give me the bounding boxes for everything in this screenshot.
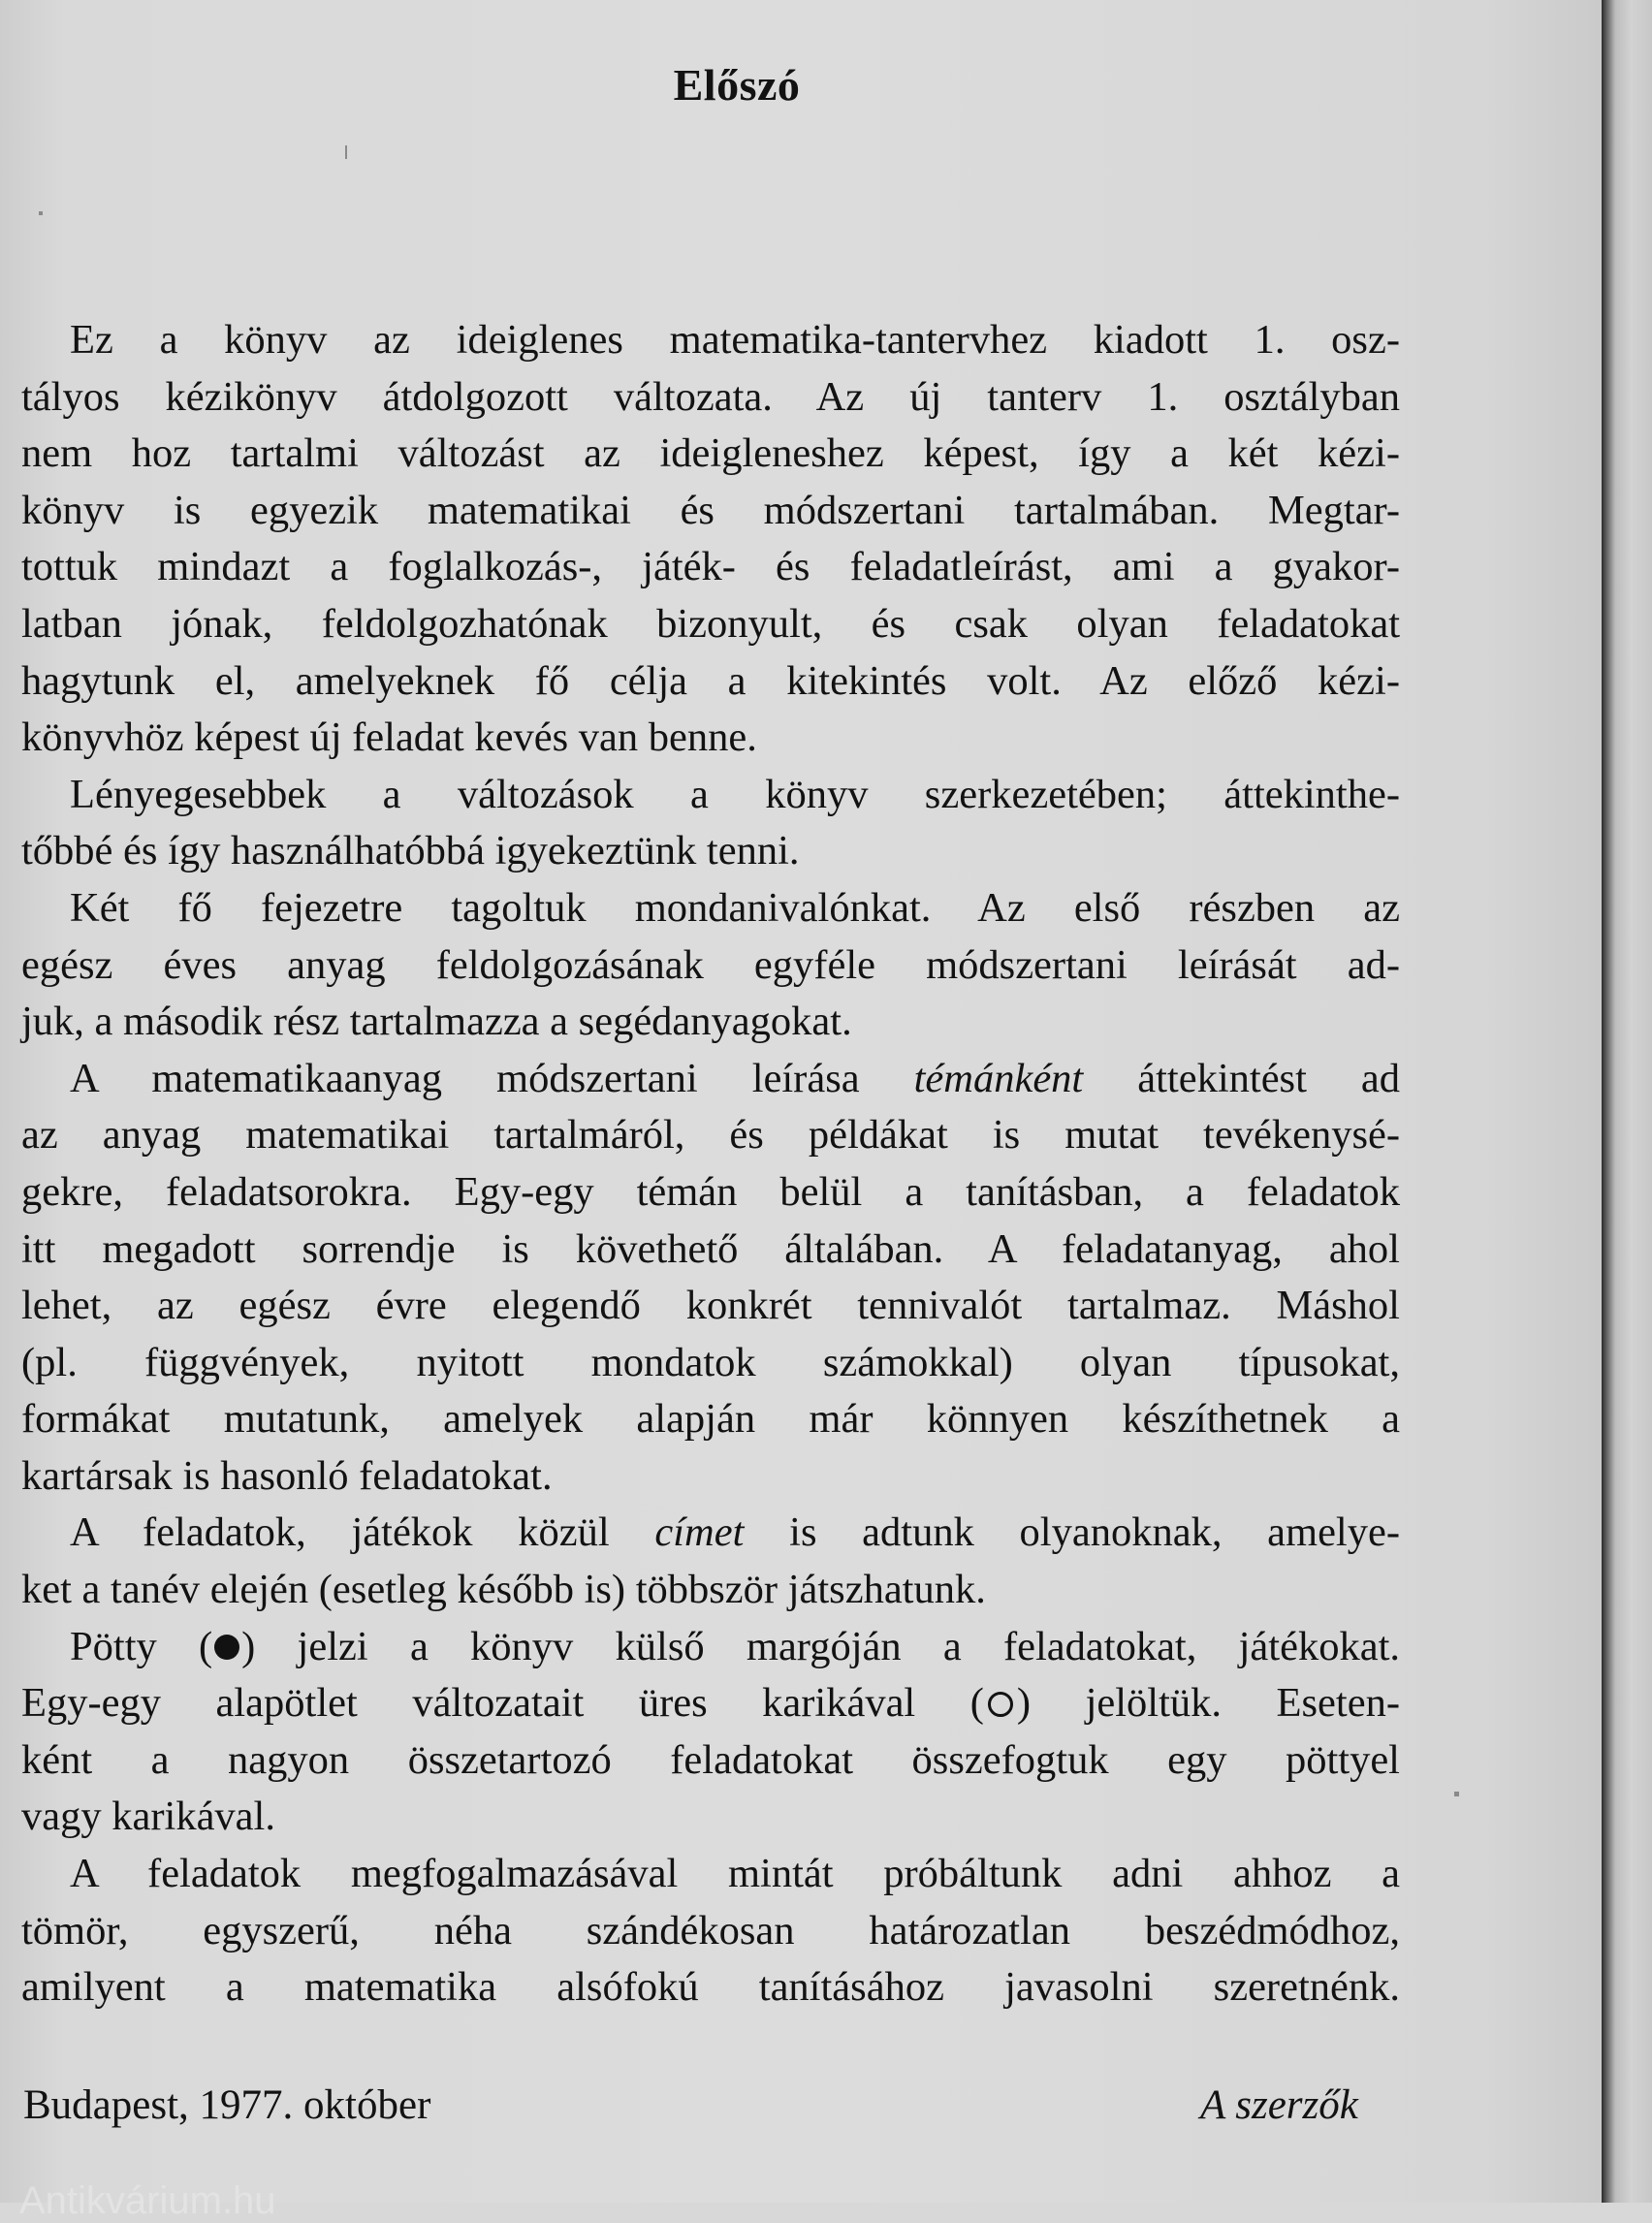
text-line: (pl. függvények, nyitott mondatok számokkal) olyan típusokat, [21, 1339, 1400, 1385]
text-line: ket a tanév elején (esetleg később is) többször játszhatunk. [21, 1567, 986, 1613]
text-line: az anyag matematikai tartalmáról, és példákat is mutat tevékenysé- [21, 1112, 1400, 1159]
text-line: latban jónak, feldolgozhatónak bizonyult, és csak olyan feladatokat [21, 600, 1400, 647]
text-line: hagytunk el, amelyeknek fő célja a kitekintés volt. Az előző kézi- [21, 657, 1400, 704]
page-title: Előszó [673, 59, 801, 110]
empty-circle-icon [988, 1692, 1013, 1717]
text-line-with-italic [21, 1505, 1400, 1562]
text-line: A feladatok megfogalmazásával mintát próbáltunk adni ahhoz a [70, 1851, 1400, 1897]
filled-dot-icon [214, 1635, 239, 1660]
text-segment: ) jelzi a könyv külső margóján a feladatokat, játékokat. [241, 1623, 1401, 1669]
text-line: formákat mutatunk, amelyek alapján már könnyen készíthetnek a [21, 1396, 1400, 1443]
print-speck [39, 211, 43, 215]
text-line-with-symbol [21, 1675, 1400, 1732]
italic-term: címet [654, 1509, 745, 1556]
print-speck [345, 145, 347, 159]
text-line-with-italic [21, 1051, 1400, 1108]
text-line: vagy karikával. [21, 1794, 275, 1840]
text-line-with-symbol [21, 1619, 1400, 1676]
print-speck [1454, 1792, 1459, 1796]
text-line: Lényegesebbek a változások a könyv szerkezetében; áttekinthe- [70, 771, 1400, 817]
text-line: nem hoz tartalmi változást az ideigleneshez képest, így a két kézi- [21, 430, 1400, 477]
text-line: juk, a második rész tartalmazza a segédanyagokat. [21, 999, 852, 1045]
text-line: tőbbé és így használhatóbbá igyekeztünk tenni. [21, 828, 800, 874]
text-segment: ) jelöltük. Eseten- [1016, 1680, 1400, 1727]
text-line: könyv is egyezik matematikai és módszertani tartalmában. Megtar- [21, 487, 1400, 533]
text-line: ként a nagyon összetartozó feladatokat összefogtuk egy pöttyel [21, 1736, 1400, 1783]
text-segment: Pötty ( [70, 1623, 213, 1669]
watermark: Antikvárium.hu [19, 2179, 276, 2222]
page-edge-shadow [1602, 0, 1652, 2203]
text-segment: is adtunk olyanoknak, amelye- [789, 1509, 1401, 1556]
text-segment: A matematikaanyag módszertani leírása [70, 1055, 860, 1101]
text-line: gekre, feladatsorokra. Egy-egy témán belül a tanításban, a feladatok [21, 1168, 1400, 1215]
text-segment: A feladatok, játékok közül [70, 1509, 610, 1556]
text-line: tottuk mindazt a foglalkozás-, játék- és feladatleírást, ami a gyakor- [21, 544, 1400, 590]
text-line: tömör, egyszerű, néha szándékosan határozatlan beszédmódhoz, [21, 1907, 1400, 1953]
text-line: lehet, az egész évre elegendő konkrét tennivalót tartalmaz. Máshol [21, 1283, 1400, 1329]
author-signature: A szerzők [1200, 2082, 1358, 2128]
text-line: itt megadott sorrendje is követhető általában. A feladatanyag, ahol [21, 1225, 1400, 1272]
place-and-date: Budapest, 1977. október [23, 2082, 431, 2128]
text-segment: Egy-egy alapötlet változatait üres karikával ( [21, 1680, 984, 1727]
text-line: könyvhöz képest új feladat kevés van benne. [21, 715, 757, 761]
text-line: amilyent a matematika alsófokú tanításához javasolni szeretnénk. [21, 1964, 1400, 2011]
text-line: tályos kézikönyv átdolgozott változata. Az új tanterv 1. osztályban [21, 373, 1400, 420]
text-segment: áttekintést ad [1137, 1055, 1400, 1101]
text-line: Két fő fejezetre tagoltuk mondanivalónkat. Az első részben az [70, 884, 1400, 931]
text-line: egész éves anyag feldolgozásának egyféle módszertani leírását ad- [21, 941, 1400, 988]
text-line: kartársak is hasonló feladatokat. [21, 1452, 553, 1499]
foreword-text [21, 312, 1400, 2017]
italic-term: témánként [913, 1055, 1084, 1101]
text-line: Ez a könyv az ideiglenes matematika-tantervhez kiadott 1. osz- [70, 317, 1400, 363]
